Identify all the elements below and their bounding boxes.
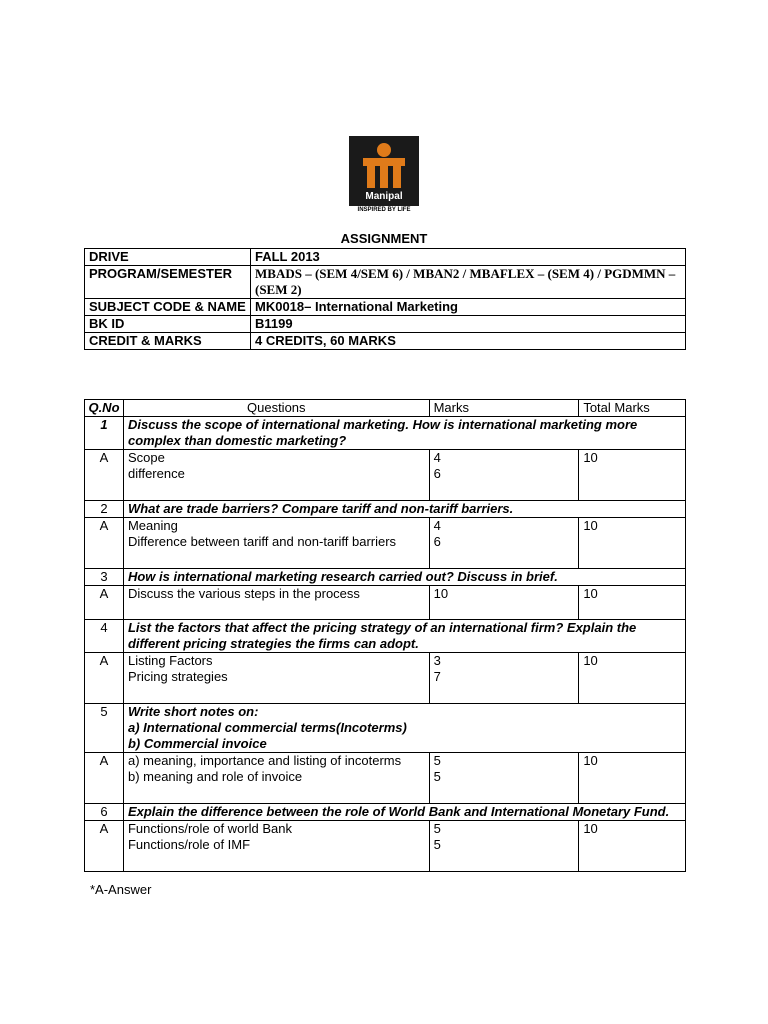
total-marks: 10	[579, 518, 686, 569]
answer-label: A	[85, 821, 124, 872]
answer-row	[85, 753, 686, 804]
question-text: How is international marketing research carried out? Discuss in brief.	[123, 569, 685, 586]
answer-text	[123, 821, 429, 872]
total-marks: 10	[579, 821, 686, 872]
question-number: 1	[85, 417, 124, 450]
info-value: FALL 2013	[251, 249, 686, 266]
question-text: List the factors that affect the pricing strategy of an international firm? Explain the different pricing strategies the firms can adopt.	[123, 620, 685, 653]
mark-value: 5	[433, 753, 441, 768]
question-line: Write short notes on:	[127, 704, 259, 719]
question-row	[85, 704, 686, 753]
answer-text	[123, 753, 429, 804]
answer-row	[85, 586, 686, 620]
question-number: 6	[85, 804, 124, 821]
answer-label: A	[85, 518, 124, 569]
question-row	[85, 417, 686, 450]
info-label: PROGRAM/SEMESTER	[85, 266, 251, 299]
header-total: Total Marks	[579, 400, 686, 417]
answer-line: Discuss the various steps in the process	[127, 586, 360, 601]
question-text: What are trade barriers? Compare tariff and non-tariff barriers.	[123, 501, 685, 518]
question-row	[85, 620, 686, 653]
question-text	[123, 704, 685, 753]
total-marks: 10	[579, 753, 686, 804]
info-row-credit	[85, 333, 686, 350]
question-line: b) Commercial invoice	[127, 736, 267, 751]
mark-value: 5	[433, 837, 441, 852]
mark-value: 7	[433, 669, 441, 684]
answer-line: Meaning	[127, 518, 178, 533]
info-row-bkid	[85, 316, 686, 333]
table-header-row	[85, 400, 686, 417]
answer-text	[123, 450, 429, 501]
answer-row	[85, 653, 686, 704]
header-qno: Q.No	[85, 400, 124, 417]
answer-marks	[429, 586, 579, 620]
header-marks: Marks	[429, 400, 579, 417]
mark-value: 4	[433, 518, 441, 533]
answer-line: Scope	[127, 450, 165, 465]
answer-marks	[429, 653, 579, 704]
manipal-logo	[348, 136, 420, 216]
question-line: a) International commercial terms(Incoterms)	[127, 720, 407, 735]
info-row-subject	[85, 299, 686, 316]
answer-marks	[429, 450, 579, 501]
info-row-drive	[85, 249, 686, 266]
answer-label: A	[85, 753, 124, 804]
mark-value: 6	[433, 466, 441, 481]
answer-line: difference	[127, 466, 185, 481]
mark-value: 6	[433, 534, 441, 549]
header-questions: Questions	[123, 400, 429, 417]
info-value: B1199	[251, 316, 686, 333]
question-number: 3	[85, 569, 124, 586]
question-number: 5	[85, 704, 124, 753]
answer-row	[85, 450, 686, 501]
answer-line: Listing Factors	[127, 653, 213, 668]
total-marks: 10	[579, 450, 686, 501]
question-text: Explain the difference between the role of World Bank and International Monetary Fund.	[123, 804, 685, 821]
info-value: MBADS – (SEM 4/SEM 6) / MBAN2 / MBAFLEX – (SEM 4) / PGDMMN – (SEM 2)	[251, 266, 686, 299]
answer-line: Functions/role of world Bank	[127, 821, 292, 836]
mark-value: 4	[433, 450, 441, 465]
answer-marks	[429, 518, 579, 569]
page-title: ASSIGNMENT	[340, 231, 428, 246]
answer-marks	[429, 821, 579, 872]
answer-line: a) meaning, importance and listing of incoterms	[127, 753, 402, 768]
total-marks: 10	[579, 586, 686, 620]
info-row-program	[85, 266, 686, 299]
answer-text	[123, 518, 429, 569]
question-row	[85, 804, 686, 821]
answer-line: Difference between tariff and non-tariff barriers	[127, 534, 397, 549]
answer-row	[85, 518, 686, 569]
answer-label: A	[85, 586, 124, 620]
answer-text	[123, 586, 429, 620]
question-row	[85, 501, 686, 518]
footnote: *A-Answer	[90, 882, 152, 897]
logo-mark	[349, 136, 419, 206]
question-number: 2	[85, 501, 124, 518]
logo-tagline: INSPIRED BY LIFE	[357, 207, 411, 213]
mark-value: 10	[433, 586, 449, 601]
answer-row	[85, 821, 686, 872]
questions-table	[84, 399, 686, 872]
question-row	[85, 569, 686, 586]
mark-value: 3	[433, 653, 441, 668]
info-label: BK ID	[85, 316, 251, 333]
mark-value: 5	[433, 821, 441, 836]
mark-value: 5	[433, 769, 441, 784]
answer-line: Functions/role of IMF	[127, 837, 251, 852]
answer-label: A	[85, 450, 124, 501]
info-value: 4 CREDITS, 60 MARKS	[251, 333, 686, 350]
total-marks: 10	[579, 653, 686, 704]
info-label: CREDIT & MARKS	[85, 333, 251, 350]
answer-line: b) meaning and role of invoice	[127, 769, 303, 784]
info-table	[84, 248, 686, 350]
answer-label: A	[85, 653, 124, 704]
logo-name: Manipal	[365, 191, 403, 202]
answer-marks	[429, 753, 579, 804]
info-label: SUBJECT CODE & NAME	[85, 299, 251, 316]
info-value: MK0018– International Marketing	[251, 299, 686, 316]
info-label: DRIVE	[85, 249, 251, 266]
question-text: Discuss the scope of international marketing. How is international marketing more complex than domestic marketing?	[123, 417, 685, 450]
question-number: 4	[85, 620, 124, 653]
answer-line: Pricing strategies	[127, 669, 228, 684]
answer-text	[123, 653, 429, 704]
